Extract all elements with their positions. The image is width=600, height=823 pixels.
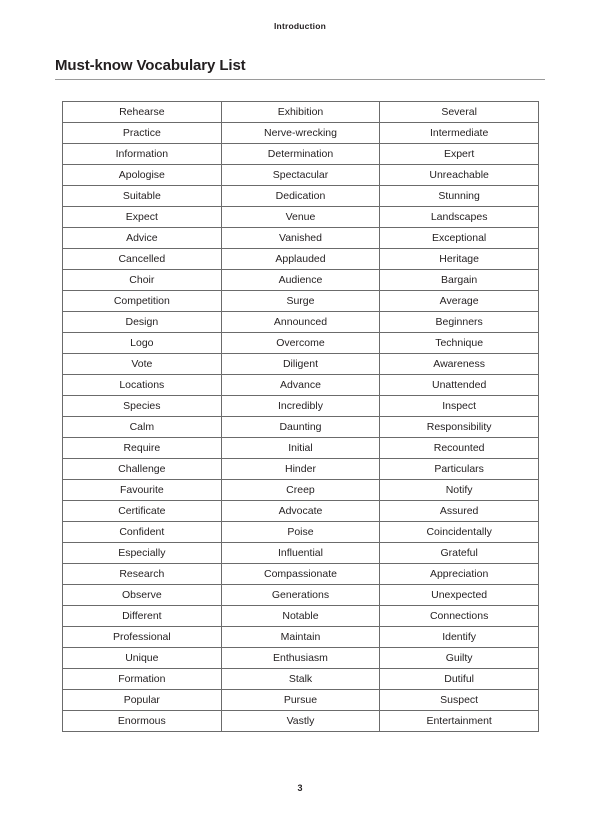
- vocabulary-word-cell: Poise: [221, 522, 380, 543]
- table-row: [63, 627, 539, 648]
- vocabulary-word-cell: Locations: [63, 375, 222, 396]
- vocabulary-word-cell: Expert: [380, 144, 539, 165]
- page-number: 3: [297, 783, 303, 793]
- table-row: [63, 396, 539, 417]
- table-row: [63, 249, 539, 270]
- table-row: [63, 585, 539, 606]
- vocabulary-word-cell: Advance: [221, 375, 380, 396]
- vocabulary-word-cell: Vote: [63, 354, 222, 375]
- vocabulary-word-cell: Calm: [63, 417, 222, 438]
- table-row: [63, 207, 539, 228]
- vocabulary-word-cell: Identify: [380, 627, 539, 648]
- table-row: [63, 711, 539, 732]
- vocabulary-word-cell: Certificate: [63, 501, 222, 522]
- vocabulary-word-cell: Responsibility: [380, 417, 539, 438]
- vocabulary-word-cell: Dutiful: [380, 669, 539, 690]
- vocabulary-word-cell: Nerve-wrecking: [221, 123, 380, 144]
- vocabulary-word-cell: Technique: [380, 333, 539, 354]
- vocabulary-word-cell: Bargain: [380, 270, 539, 291]
- table-row: [63, 564, 539, 585]
- vocabulary-word-cell: Require: [63, 438, 222, 459]
- page-title: Must-know Vocabulary List: [55, 57, 246, 74]
- table-row: [63, 417, 539, 438]
- vocabulary-word-cell: Creep: [221, 480, 380, 501]
- vocabulary-word-cell: Cancelled: [63, 249, 222, 270]
- vocabulary-word-cell: Research: [63, 564, 222, 585]
- table-row: [63, 690, 539, 711]
- vocabulary-word-cell: Observe: [63, 585, 222, 606]
- vocabulary-word-cell: Overcome: [221, 333, 380, 354]
- vocabulary-word-cell: Determination: [221, 144, 380, 165]
- vocabulary-word-cell: Logo: [63, 333, 222, 354]
- vocabulary-word-cell: Influential: [221, 543, 380, 564]
- vocabulary-word-cell: Landscapes: [380, 207, 539, 228]
- vocabulary-word-cell: Suspect: [380, 690, 539, 711]
- vocabulary-table-container: [62, 101, 538, 732]
- vocabulary-word-cell: Inspect: [380, 396, 539, 417]
- vocabulary-word-cell: Exhibition: [221, 102, 380, 123]
- vocabulary-word-cell: Popular: [63, 690, 222, 711]
- vocabulary-word-cell: Intermediate: [380, 123, 539, 144]
- vocabulary-word-cell: Enormous: [63, 711, 222, 732]
- table-row: [63, 669, 539, 690]
- vocabulary-word-cell: Competition: [63, 291, 222, 312]
- vocabulary-word-cell: Unexpected: [380, 585, 539, 606]
- vocabulary-word-cell: Vastly: [221, 711, 380, 732]
- vocabulary-word-cell: Grateful: [380, 543, 539, 564]
- vocabulary-word-cell: Assured: [380, 501, 539, 522]
- vocabulary-word-cell: Unique: [63, 648, 222, 669]
- vocabulary-word-cell: Apologise: [63, 165, 222, 186]
- vocabulary-word-cell: Venue: [221, 207, 380, 228]
- vocabulary-word-cell: Generations: [221, 585, 380, 606]
- vocabulary-word-cell: Hinder: [221, 459, 380, 480]
- table-row: [63, 270, 539, 291]
- vocabulary-table-body: [63, 102, 539, 732]
- vocabulary-word-cell: Design: [63, 312, 222, 333]
- vocabulary-word-cell: Connections: [380, 606, 539, 627]
- vocabulary-word-cell: Maintain: [221, 627, 380, 648]
- vocabulary-word-cell: Different: [63, 606, 222, 627]
- table-row: [63, 522, 539, 543]
- table-row: [63, 102, 539, 123]
- vocabulary-word-cell: Awareness: [380, 354, 539, 375]
- table-row: [63, 648, 539, 669]
- vocabulary-word-cell: Audience: [221, 270, 380, 291]
- vocabulary-word-cell: Vanished: [221, 228, 380, 249]
- vocabulary-word-cell: Practice: [63, 123, 222, 144]
- vocabulary-word-cell: Surge: [221, 291, 380, 312]
- vocabulary-word-cell: Beginners: [380, 312, 539, 333]
- table-row: [63, 375, 539, 396]
- title-divider: [55, 79, 545, 80]
- table-row: [63, 354, 539, 375]
- table-row: [63, 480, 539, 501]
- table-row: [63, 123, 539, 144]
- vocabulary-word-cell: Notable: [221, 606, 380, 627]
- vocabulary-word-cell: Particulars: [380, 459, 539, 480]
- vocabulary-word-cell: Recounted: [380, 438, 539, 459]
- vocabulary-word-cell: Challenge: [63, 459, 222, 480]
- vocabulary-word-cell: Guilty: [380, 648, 539, 669]
- vocabulary-word-cell: Spectacular: [221, 165, 380, 186]
- vocabulary-word-cell: Dedication: [221, 186, 380, 207]
- vocabulary-word-cell: Entertainment: [380, 711, 539, 732]
- vocabulary-word-cell: Notify: [380, 480, 539, 501]
- vocabulary-word-cell: Daunting: [221, 417, 380, 438]
- vocabulary-word-cell: Advocate: [221, 501, 380, 522]
- vocabulary-word-cell: Information: [63, 144, 222, 165]
- table-row: [63, 606, 539, 627]
- table-row: [63, 459, 539, 480]
- table-row: [63, 228, 539, 249]
- table-row: [63, 291, 539, 312]
- vocabulary-word-cell: Compassionate: [221, 564, 380, 585]
- vocabulary-word-cell: Coincidentally: [380, 522, 539, 543]
- vocabulary-word-cell: Announced: [221, 312, 380, 333]
- table-row: [63, 333, 539, 354]
- vocabulary-word-cell: Especially: [63, 543, 222, 564]
- vocabulary-word-cell: Choir: [63, 270, 222, 291]
- vocabulary-word-cell: Enthusiasm: [221, 648, 380, 669]
- vocabulary-word-cell: Stunning: [380, 186, 539, 207]
- vocabulary-word-cell: Favourite: [63, 480, 222, 501]
- vocabulary-word-cell: Appreciation: [380, 564, 539, 585]
- vocabulary-word-cell: Professional: [63, 627, 222, 648]
- vocabulary-word-cell: Expect: [63, 207, 222, 228]
- running-head: Introduction: [274, 21, 326, 31]
- vocabulary-word-cell: Incredibly: [221, 396, 380, 417]
- vocabulary-word-cell: Heritage: [380, 249, 539, 270]
- vocabulary-word-cell: Exceptional: [380, 228, 539, 249]
- vocabulary-word-cell: Pursue: [221, 690, 380, 711]
- table-row: [63, 312, 539, 333]
- vocabulary-word-cell: Rehearse: [63, 102, 222, 123]
- vocabulary-word-cell: Advice: [63, 228, 222, 249]
- section-heading-block: [55, 58, 545, 80]
- vocabulary-word-cell: Initial: [221, 438, 380, 459]
- vocabulary-word-cell: Suitable: [63, 186, 222, 207]
- table-row: [63, 165, 539, 186]
- vocabulary-word-cell: Unattended: [380, 375, 539, 396]
- vocabulary-word-cell: Unreachable: [380, 165, 539, 186]
- vocabulary-word-cell: Applauded: [221, 249, 380, 270]
- table-row: [63, 144, 539, 165]
- table-row: [63, 501, 539, 522]
- vocabulary-word-cell: Species: [63, 396, 222, 417]
- vocabulary-word-cell: Confident: [63, 522, 222, 543]
- table-row: [63, 186, 539, 207]
- vocabulary-word-cell: Average: [380, 291, 539, 312]
- vocabulary-table: [62, 101, 539, 732]
- vocabulary-word-cell: Diligent: [221, 354, 380, 375]
- vocabulary-word-cell: Formation: [63, 669, 222, 690]
- vocabulary-word-cell: Several: [380, 102, 539, 123]
- table-row: [63, 438, 539, 459]
- vocabulary-word-cell: Stalk: [221, 669, 380, 690]
- table-row: [63, 543, 539, 564]
